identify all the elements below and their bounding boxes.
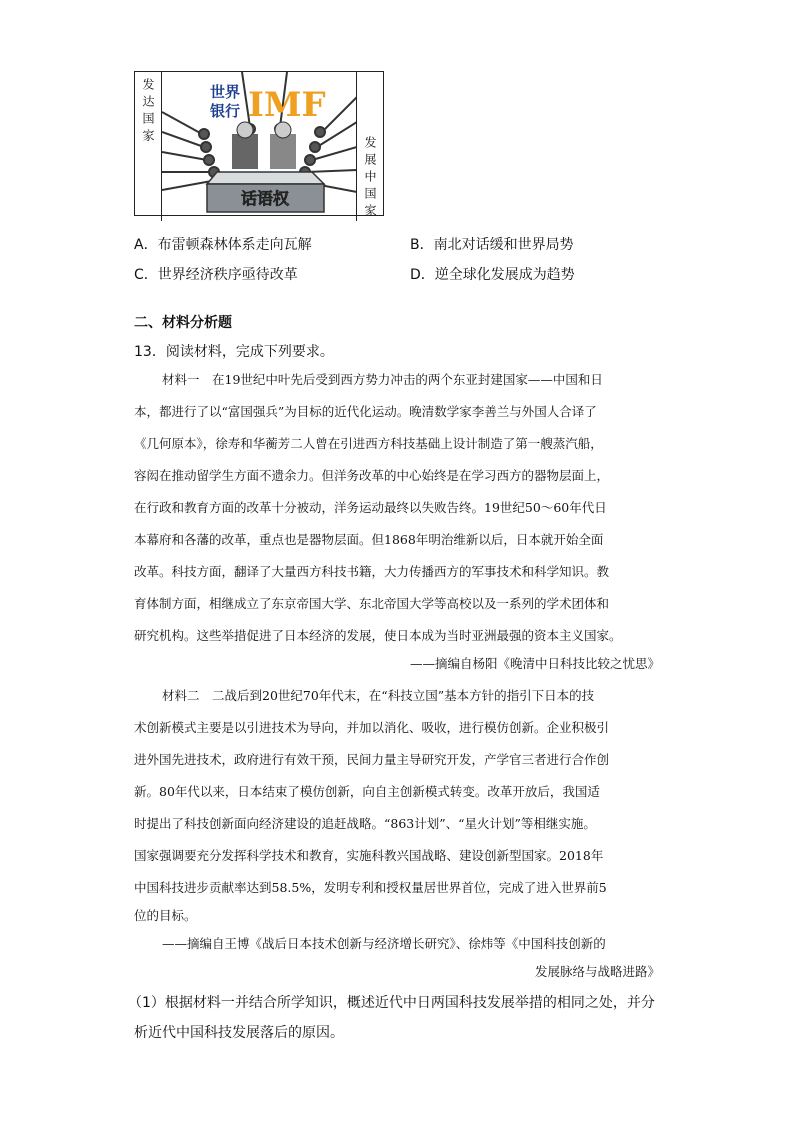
material2-source-2: 发展脉络与战略进路》 [534,964,660,979]
option-b[interactable]: B．南北对话缓和世界局势 [410,237,574,253]
material2-line: 术创新模式主要是以引进技术为导向，并加以消化、吸收，进行模仿创新。企业积极引 [134,720,610,735]
material2-line: 进外国先进技术，政府进行有效干预，民间力量主导研究开发，产学官三者进行合作创 [134,752,610,767]
speaker-figures [232,122,296,169]
material1-line: 本，都进行了以“富国强兵”为目标的近代化运动。晚清数学家李善兰与外国人合译了 [134,404,597,419]
imf-logo: IMF [248,85,326,125]
sub-question-line1: （1）根据材料一并结合所学知识，概述近代中日两国科技发展举措的相同之处，并分 [128,995,655,1011]
cartoon-figure [134,71,384,221]
left-label-column [135,72,162,221]
material1-source: ——摘编自杨阳《晚清中日科技比较之忧思》 [409,656,660,671]
world-bank-logo-1: 世界 [210,83,241,101]
developed-countries-label: 发达国家 [141,78,155,146]
material2-line: 材料二 二战后到20世纪70年代末，在“科技立国”基本方针的指引下日本的技 [162,688,595,703]
option-a[interactable]: A．布雷顿森林体系走向瓦解 [134,237,312,253]
material1-line: 研究机构。这些举措促进了日本经济的发展，使日本成为当时亚洲最强的资本主义国家。 [134,628,622,643]
section-title: 二、材料分析题 [134,315,232,331]
question-stem: 13．阅读材料，完成下列要求。 [134,344,334,360]
right-label-column [356,72,383,221]
material2-line: 位的目标。 [134,908,197,923]
option-c[interactable]: C．世界经济秩序亟待改革 [134,267,298,283]
material1-line: 材料一 在19世纪中叶先后受到西方势力冲击的两个东亚封建国家——中国和日 [162,372,603,387]
material1-line: 在行政和教育方面的改革十分被动，洋务运动最终以失败告终。19世纪50～60年代日 [134,500,607,515]
material2-line: 新。80年代以来，日本结束了模仿创新，向自主创新模式转变。改革开放后，我国适 [134,784,600,799]
material1-line: 本幕府和各藩的改革，重点也是器物层面。但1868年明治维新以后，日本就开始全面 [134,532,604,547]
material1-line: 《几何原本》，徐寿和华蘅芳二人曾在引进西方科技基础上设计制造了第一艘蒸汽船， [134,436,603,451]
sub-question-line2: 析近代中国科技发展落后的原因。 [134,1025,344,1041]
material2-source-1: ——摘编自王博《战后日本技术创新与经济增长研究》、徐炜等《中国科技创新的 [162,936,606,951]
material1-line: 容闳在推动留学生方面不遗余力。但洋务改革的中心始终是在学习西方的器物层面上， [134,468,610,483]
cartoon-illustration [162,72,357,215]
material1-line: 改革。科技方面，翻译了大量西方科技书籍，大力传播西方的军事技术和科学知识。教 [134,564,610,579]
option-d[interactable]: D．逆全球化发展成为趋势 [410,267,575,283]
material2-line: 国家强调要充分发挥科学技术和教育，实施科教兴国战略、建设创新型国家。2018年 [134,848,604,863]
developing-countries-label: 发展中国家 [363,136,377,221]
material2-line: 时提出了科技创新面向经济建设的追赶战略。“863计划”、“星火计划”等相继实施。 [134,816,596,831]
world-bank-logo-2: 银行 [210,102,241,120]
material2-line: 中国科技进步贡献率达到58.5%，发明专利和授权量居世界首位，完成了进入世界前5 [134,880,607,895]
material1-line: 育体制方面，相继成立了东京帝国大学、东北帝国大学等高校以及一系列的学术团体和 [134,596,610,611]
podium-text: 话语权 [240,189,290,208]
